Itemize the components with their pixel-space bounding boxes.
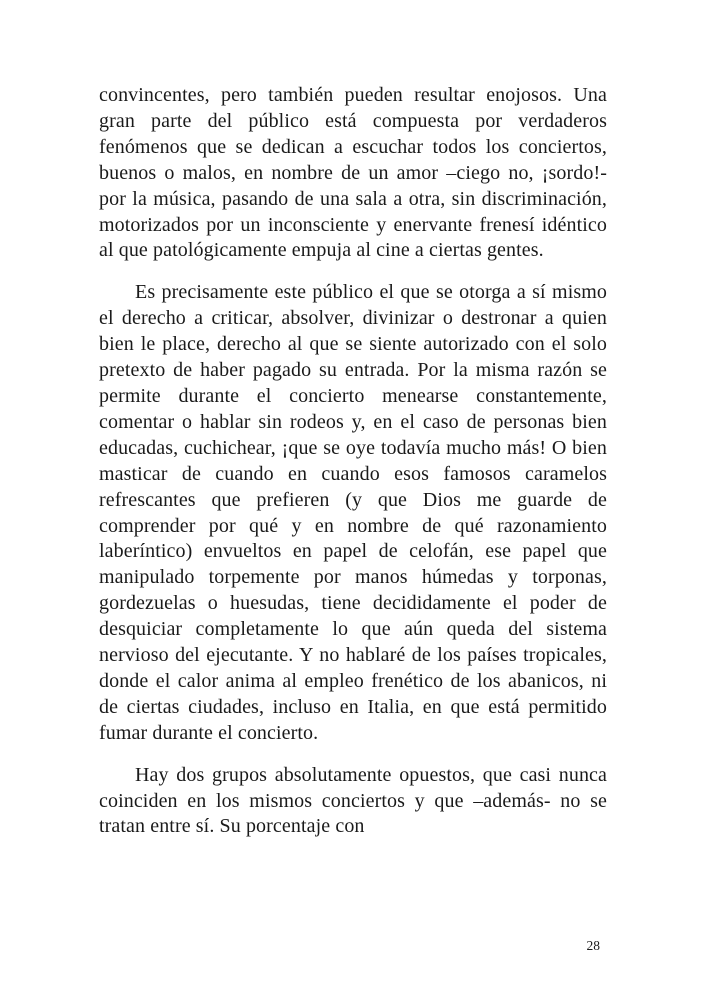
- paragraph-2: Es precisamente este público el que se otorga a sí mismo el derecho a criticar, absolver, divinizar o destronar a quien bien le place, derecho al que se siente autorizado con el solo pretexto de haber pagado su entrada. Por la misma razón se permite durante el concierto menearse constantemente, comentar o hablar sin rodeos y, en el caso de personas bien educadas, cuchichear, ¡que se oye todavía mucho más! O bien masticar de cuando en cuando esos famosos caramelos refrescantes que prefieren (y que Dios me guarde de comprender por qué y en nombre de qué razonamiento laberíntico) envueltos en papel de celofán, ese papel que manipulado torpemente por manos húmedas y torponas, gordezuelas o huesudas, tiene decididamente el poder de desquiciar completamente lo que aún queda del sistema nervioso del ejecutante. Y no hablaré de los países tropicales, donde el calor anima al empleo frenético de los abanicos, ni de ciertas ciudades, incluso en Italia, en que está permitido fumar durante el concierto.: [99, 281, 607, 744]
- text-block: [99, 83, 607, 856]
- paragraph-3: Hay dos grupos absolutamente opuestos, que casi nunca coinciden en los mismos conciertos y que –además- no se tratan entre sí. Su porcentaje con: [99, 763, 607, 838]
- page-number: 28: [586, 938, 600, 953]
- paragraph-1: convincentes, pero también pueden resultar enojosos. Una gran parte del público está compuesta por verdaderos fenómenos que se dedican a escuchar todos los conciertos, buenos o malos, en nombre de un amor –ciego no, ¡sordo!- por la música, pasando de una sala a otra, sin discriminación, motorizados por un inconsciente y enervante frenesí idéntico al que patológicamente empuja al cine a ciertas gentes.: [99, 84, 607, 262]
